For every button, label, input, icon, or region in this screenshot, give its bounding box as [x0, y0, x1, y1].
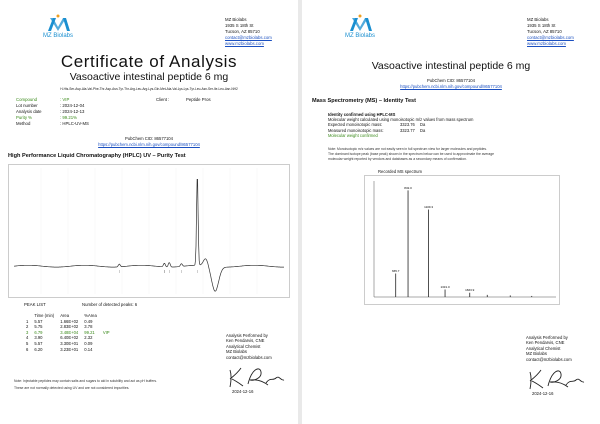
coa-page-1: [0, 0, 298, 424]
pubchem-cid: PubChem CID: 86577104: [125, 136, 173, 141]
peak-cell-n: 6: [26, 346, 29, 352]
note-line-2: These are not normally detected using UV and are not considered impurities.: [14, 386, 130, 390]
peak-cell-time: 6.20: [34, 346, 43, 352]
expected-unit: Da: [420, 122, 426, 128]
peak-cell-pct: 2.32: [84, 335, 93, 341]
peak-cell-time: 5.75: [34, 324, 43, 330]
website-link[interactable]: www.mzbiolabs.com: [225, 41, 264, 46]
hplc-heading: High Performance Liquid Chromatography (HPLC) UV – Purity Test: [8, 153, 186, 159]
address-line-2: Tucson, AZ 85710: [225, 29, 260, 34]
method-value: : HPLC-UV-MS: [60, 121, 89, 126]
pubchem-link-2[interactable]: https://pubchem.ncbi.nlm.nih.gov/compound/86577104: [400, 84, 502, 89]
peptide-sequence: H-His-Ser-Asp-Ala-Val-Phe-Thr-Asp-Asn-Tyr-Thr-Arg-Leu-Arg-Lys-Gln-Met-Ala-Val-Lys-Lys-Tyr-Leu-Asn-Ser-Ile-Leu-Asn-NH2: [60, 87, 238, 91]
analyst-block-2: [526, 335, 572, 362]
contact-block-2: [527, 17, 574, 47]
peak-cell-n: 4: [26, 335, 29, 341]
expected-label: Expected monoisotopic mass:: [328, 122, 383, 128]
company-name-2: MZ Biolabs: [527, 17, 549, 22]
client-label: Client :: [156, 97, 170, 102]
signature-date: 2024-12-16: [232, 389, 254, 394]
analyst-line-1: Analysis Performed by: [226, 333, 268, 338]
ms-peak-label: 1109.3: [424, 205, 434, 210]
company-logo-2: [330, 14, 390, 39]
ms-peak-label: 1663.9: [465, 288, 475, 293]
measured-unit: Da: [420, 127, 426, 133]
logo-text-2: MZ Biolabs: [344, 33, 375, 39]
biolabs-logo-icon: [347, 14, 373, 32]
analyst-line-5: contact@mzbiolabs.com: [226, 354, 272, 360]
ms-spectrum: [364, 175, 560, 305]
date-label: Analysis date: [16, 109, 42, 114]
identity-title: Identity confirmed using HPLC-MS: [328, 112, 396, 117]
company-logo: [28, 14, 88, 39]
ms-peak-label: 832.0: [404, 185, 412, 190]
peak-cell-n: 1: [26, 318, 29, 324]
expected-value: 3323.76: [400, 122, 415, 128]
address-line-1b: 1935 S 18th St: [527, 23, 556, 28]
peak-cell-n: 3: [26, 329, 29, 335]
peak-cell-n: 5: [26, 340, 29, 346]
peak-cell-area: 3.23E+01: [60, 346, 79, 352]
info-block: [16, 97, 89, 127]
analyst2-line-5: contact@mzbiolabs.com: [526, 356, 572, 362]
col-area: Area: [60, 313, 70, 318]
client-block: [156, 97, 211, 103]
lot-value: : 2024-12-04: [60, 103, 85, 108]
peak-cell-time: 5.57: [34, 340, 43, 346]
peak-cell-area: 2.83E+02: [60, 324, 79, 330]
peak-cell-area: 3.30E+01: [60, 340, 79, 346]
ms-peak-label: 1331.0: [440, 285, 450, 290]
analyst-signature: [226, 364, 286, 390]
method-label: Method: [16, 121, 31, 126]
ms-note-1: Note: Monoisotopic m/z values are not easily seen in full spectrum view for larger molecules and peptides.: [328, 147, 488, 151]
measured-label: Measured monoisotopic mass:: [328, 127, 384, 133]
compound-label: Compound: [16, 97, 38, 102]
biolabs-logo-icon: [45, 14, 71, 32]
peak-cell-pct: 0.14: [84, 346, 93, 352]
ms-note-3: molecular weight reported by vendors and databases as a secondary means of confirmation.: [328, 157, 467, 161]
peak-row: [26, 347, 116, 353]
peak-table: [26, 313, 116, 352]
analyst2-line-4: MZ Biolabs: [526, 351, 547, 357]
pubchem-link[interactable]: https://pubchem.ncbi.nlm.nih.gov/compound/86577104: [98, 142, 200, 147]
purity-value: : 99.21%: [60, 115, 77, 120]
page-title: Certificate of Analysis: [60, 52, 238, 71]
peak-list-label: PEAK LIST: [24, 302, 46, 307]
peak-cell-pct: 0.49: [84, 318, 93, 324]
analyst-line-3: Analytical Chemist: [226, 343, 261, 349]
compound-value: : VIP: [60, 97, 70, 102]
measured-value: 3323.77: [400, 127, 415, 133]
peak-cell-area: 6.40E+02: [60, 335, 79, 341]
pubchem-cid-2: PubChem CID: 86577104: [427, 78, 475, 83]
mw-confirmed: Molecular weight confirmed: [328, 132, 378, 138]
coa-page-2: [302, 0, 600, 424]
company-name: MZ Biolabs: [225, 17, 247, 22]
address-line-1: 1935 S 18th St: [225, 23, 254, 28]
analyst2-line-2: Ken Pendarvis, CNE: [526, 340, 565, 346]
logo-text: MZ Biolabs: [42, 33, 73, 39]
peak-cell-tag: [103, 347, 116, 353]
website-link-2[interactable]: www.mzbiolabs.com: [527, 41, 566, 46]
client-value: Peptide Pros: [186, 97, 211, 102]
analyst2-line-3: Analytical Chemist: [526, 345, 561, 351]
peak-cell-time: 5.57: [34, 318, 43, 324]
peak-cell-time: 6.79: [34, 329, 43, 335]
col-time: Time (min): [34, 313, 55, 318]
col-pct-area: %Area: [84, 313, 97, 318]
peak-cell-n: 2: [26, 324, 29, 330]
analyst-line-2: Ken Pendarvis, CNE: [226, 338, 265, 344]
analyst-line-4: MZ Biolabs: [226, 349, 247, 355]
lot-label: Lot number: [16, 103, 38, 108]
purity-label: Purity %: [16, 115, 32, 120]
ms-frame: [365, 176, 560, 305]
analyst2-line-1: Analysis Performed by: [526, 335, 568, 340]
identity-block: [328, 112, 473, 138]
email-link[interactable]: contact@mzbiolabs.com: [225, 35, 272, 40]
peak-cell-pct: 0.09: [84, 340, 93, 346]
product-name: Vasoactive intestinal peptide 6 mg: [69, 71, 229, 83]
note-line-1: Note: Injectable peptides may contain salts and sugars to aid in solubility and act as pH buffers.: [14, 379, 157, 383]
ms-peak-label: 665.7: [391, 269, 400, 274]
peak-cell-tag: VIP: [102, 329, 110, 335]
peak-cell-pct: 3.78: [84, 324, 93, 330]
date-value: : 2024-12-13: [60, 109, 85, 114]
peak-cell-pct: 99.21: [84, 329, 95, 335]
contact-block: [225, 17, 272, 47]
peak-cell-time: 3.90: [34, 335, 43, 341]
analyst-signature-2: [526, 366, 586, 392]
email-link-2[interactable]: contact@mzbiolabs.com: [527, 35, 574, 40]
peak-cell-area: 3.48E+04: [60, 329, 79, 335]
ms-heading: Mass Spectrometry (MS) – Identity Test: [312, 98, 417, 104]
detected-peaks-label: Number of detected peaks: 6: [82, 302, 138, 307]
ms-note-2: The dominant isotope peak (base peak) shown in the spectrum below can be used to approximate the average: [328, 152, 495, 156]
signature-date-2: 2024-12-16: [532, 391, 554, 396]
product-name-2: Vasoactive intestinal peptide 6 mg: [371, 60, 531, 72]
spectrum-label: Recorded MS spectrum: [378, 169, 422, 174]
peak-list-header: [24, 302, 137, 308]
identity-line: Molecular weight calculated using monoisotopic m/z values from mass spectrum: [328, 117, 474, 123]
hplc-chromatogram: [8, 164, 290, 298]
analyst-block: [226, 333, 272, 360]
address-line-2b: Tucson, AZ 85710: [527, 29, 562, 34]
peak-cell-area: 1.66E+02: [60, 318, 79, 324]
